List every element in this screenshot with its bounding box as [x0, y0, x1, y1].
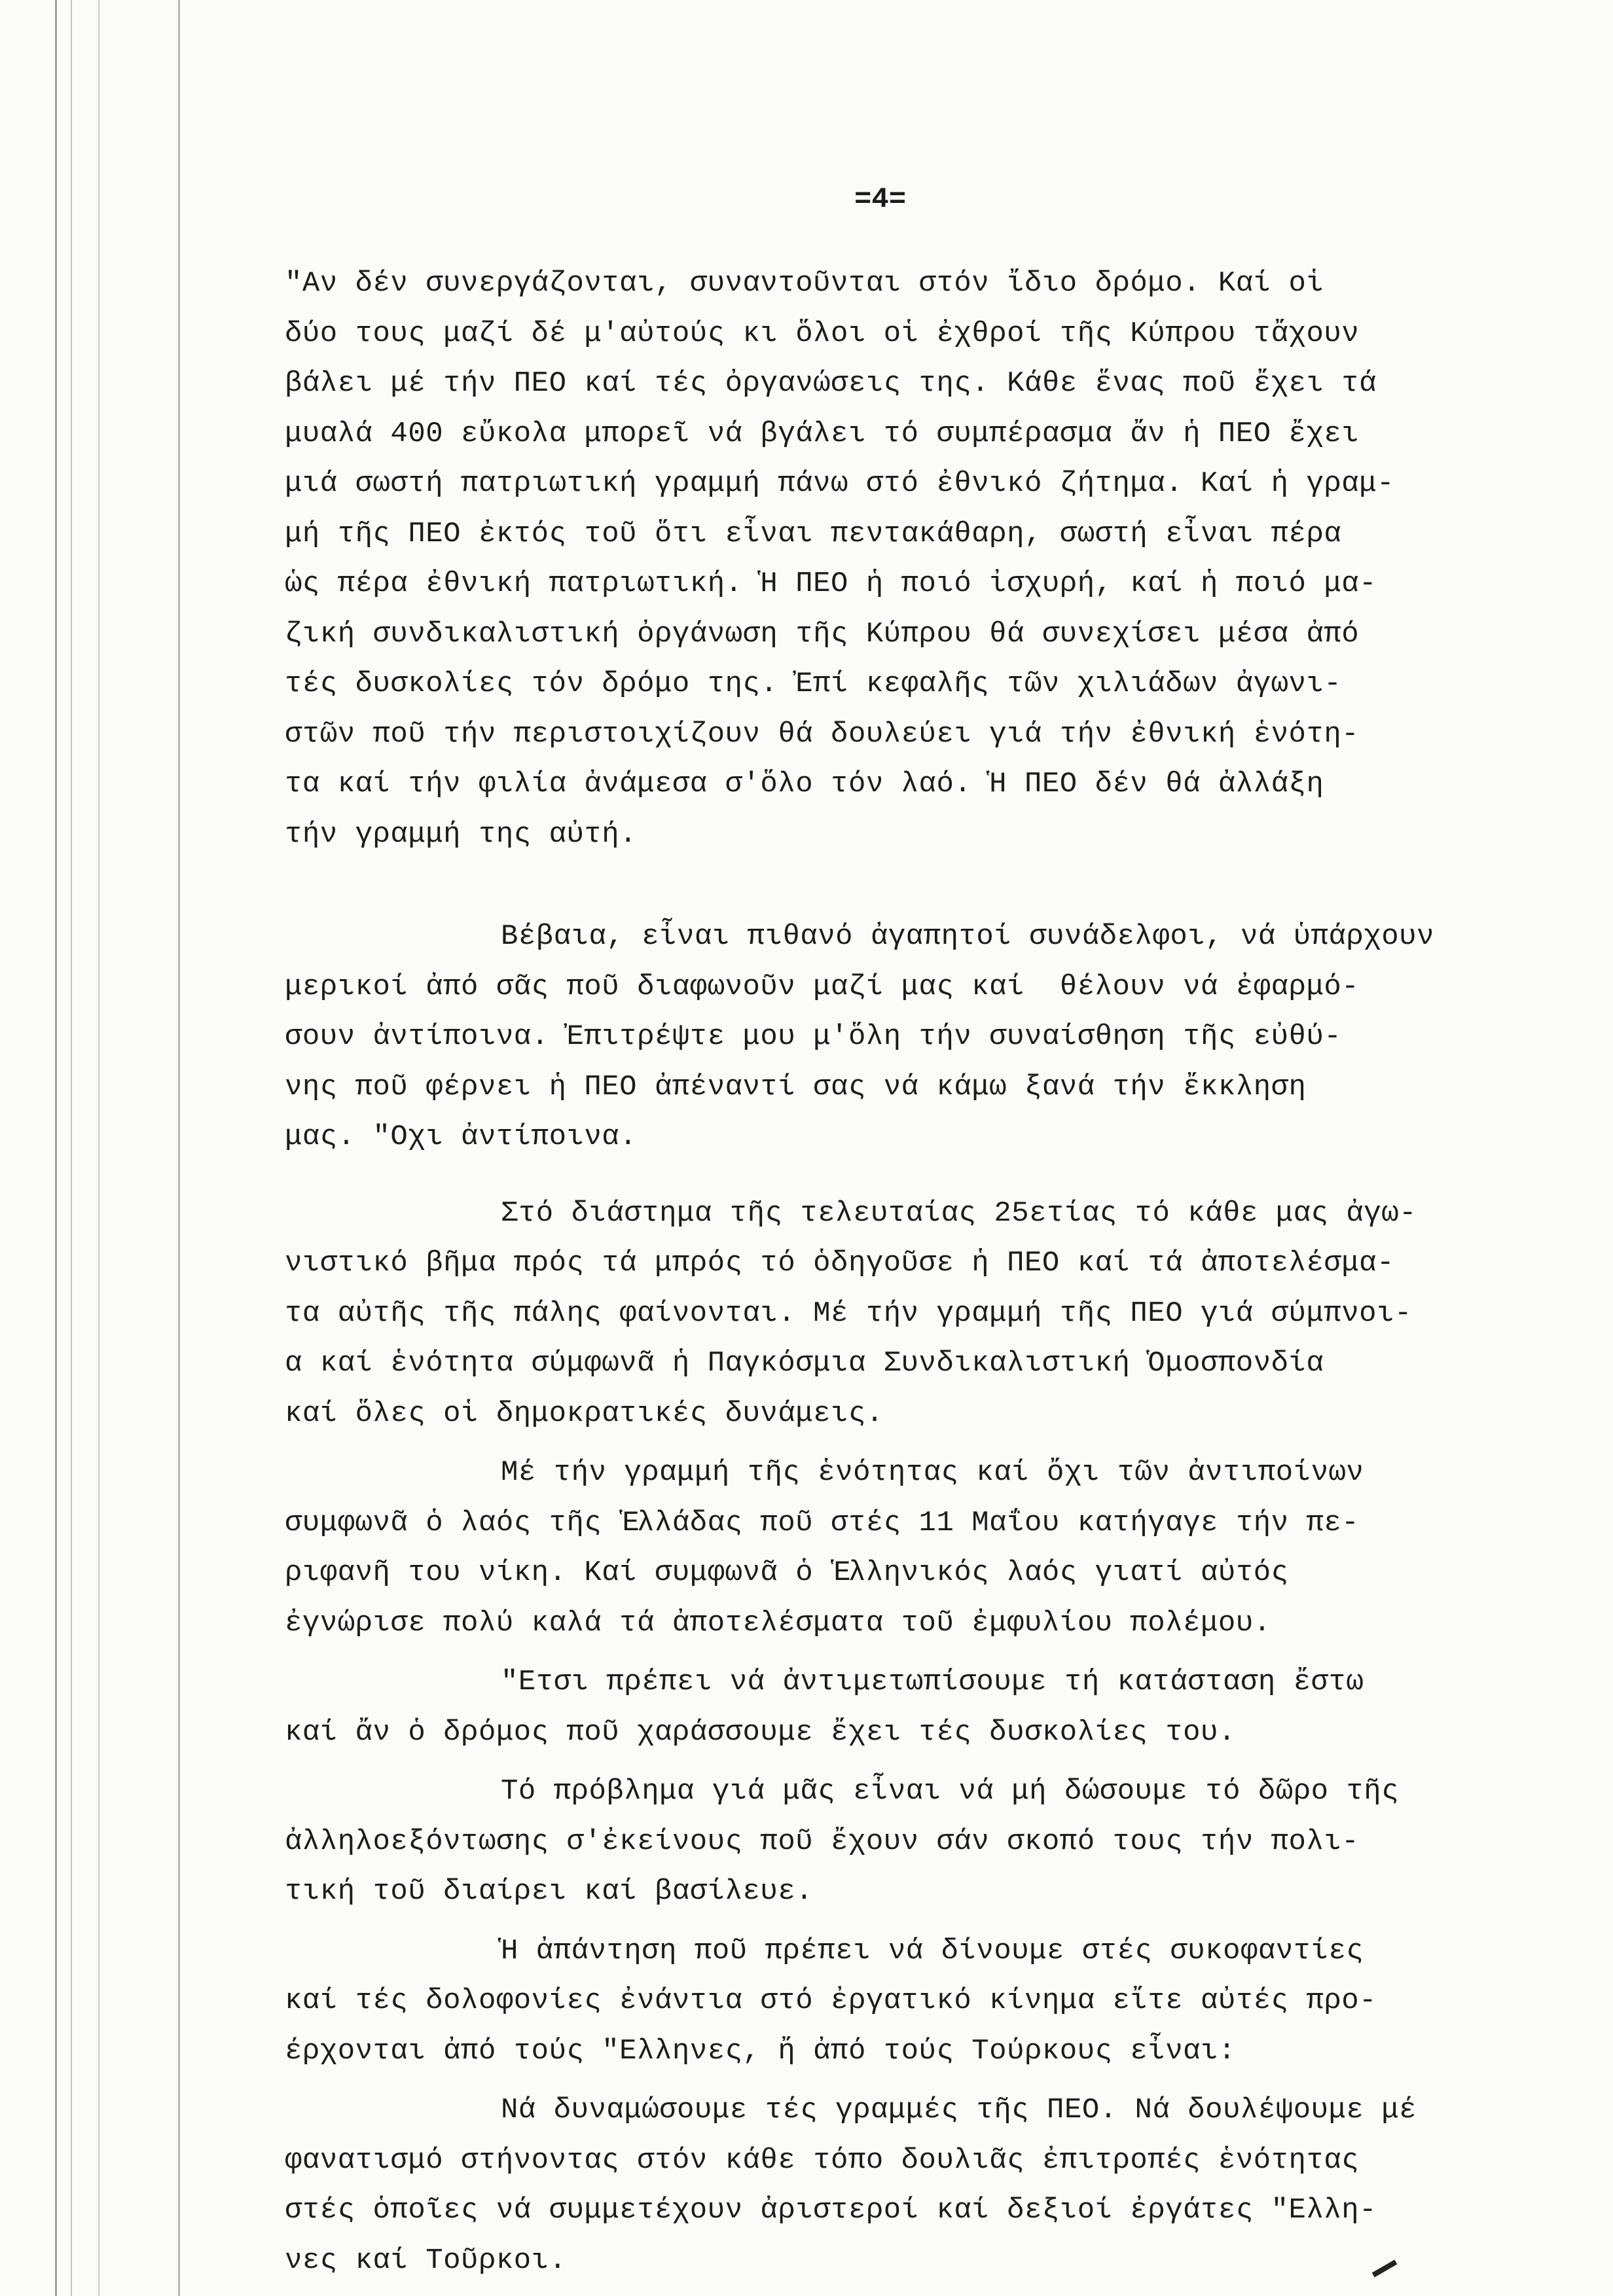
paragraph: [285, 912, 1565, 1162]
text-line: Μέ τήν γραμμή τῆς ἑνότητας καί ὄχι τῶν ἀντιποίνων: [501, 1456, 1364, 1489]
text-line: δύο τους μαζί δέ μ'αὐτούς κι ὅλοι οἱ ἐχθροί τῆς Κύπρου τἄχουν: [285, 317, 1360, 350]
text-line: καί ὅλες οἱ δημοκρατικές δυνάμεις.: [285, 1397, 884, 1430]
text-line: Νά δυναμώσουμε τές γραμμές τῆς ΠΕΟ. Νά δουλέψουμε μέ: [501, 2094, 1417, 2126]
text-line: α καί ἑνότητα σύμφωνᾶ ἡ Παγκόσμια Συνδικαλιστική Ὁμοσπονδία: [285, 1347, 1324, 1380]
document-body: [285, 259, 1565, 2286]
text-line: στές ὁποῖες νά συμμετέχουν ἀριστεροί καί δεξιοί ἐργάτες "Ελλη-: [285, 2194, 1377, 2227]
text-line: τική τοῦ διαίρει καί βασίλευε.: [285, 1875, 814, 1908]
text-line: νιστικό βῆμα πρός τά μπρός τό ὁδηγοῦσε ἡ ΠΕΟ καί τά ἀποτελέσμα-: [285, 1247, 1394, 1280]
paragraph: [285, 1767, 1565, 1917]
paragraph: [285, 1448, 1565, 1648]
text-line: Στό διάστημα τῆς τελευταίας 25ετίας τό κάθε μας ἀγω-: [501, 1196, 1417, 1230]
text-line: έρχονται ἀπό τούς "Ελληνες, ἤ ἀπό τούς Τούρκους εἶναι:: [285, 2034, 1236, 2068]
text-line: μερικοί ἀπό σᾶς ποῦ διαφωνοῦν μαζί μας καί θέλουν νά ἐφαρμό-: [285, 970, 1360, 1003]
text-line: καί τές δολοφονίες ἐνάντια στό ἐργατικό κίνημα εἴτε αὐτές προ-: [285, 1984, 1377, 2017]
text-line: τα καί τήν φιλία ἀνάμεσα σ'ὅλο τόν λαό. Ἡ ΠΕΟ δέν θά ἀλλάξη: [285, 768, 1324, 800]
paragraph: [285, 259, 1565, 859]
paragraph: [285, 1189, 1565, 1439]
paragraph: [285, 1926, 1565, 2077]
text-line: τα αὐτῆς τῆς πάλης φαίνονται. Μέ τήν γραμμή τῆς ΠΕΟ γιά σύμπνοι-: [285, 1297, 1412, 1330]
scan-edge-line: [178, 0, 180, 2296]
text-line: σουν ἀντίποινα. Ἐπιτρέψτε μου μ'ὅλη τήν συναίσθηση τῆς εὐθύ-: [285, 1020, 1342, 1053]
text-line: Βέβαια, εἶναι πιθανό ἀγαπητοί συνάδελφοι, νά ὑπάρχουν: [501, 920, 1434, 953]
paragraph: [285, 1657, 1565, 1757]
scan-edge-line: [55, 0, 57, 2296]
page-number: =4=: [854, 183, 907, 216]
text-line: ἐγνώρισε πολύ καλά τά ἀποτελέσματα τοῦ ἐμφυλίου πολέμου.: [285, 1606, 1271, 1640]
text-line: ὡς πέρα ἐθνική πατριωτική. Ἡ ΠΕΟ ἡ ποιό ἰσχυρή, καί ἡ ποιό μα-: [285, 567, 1377, 600]
text-line: μιά σωστή πατριωτική γραμμή πάνω στό ἐθνικό ζήτημα. Καί ἡ γραμ-: [285, 467, 1394, 500]
text-line: ἀλληλοεξόντωσης σ'ἐκείνους ποῦ ἔχουν σάν σκοπό τους τήν πολι-: [285, 1825, 1360, 1858]
text-line: νης ποῦ φέρνει ἡ ΠΕΟ ἀπέναντί σας νά κάμω ξανά τήν ἔκκληση: [285, 1070, 1307, 1103]
text-line: ζική συνδικαλιστική ὀργάνωση τῆς Κύπρου θά συνεχίσει μέσα ἀπό: [285, 617, 1360, 651]
text-line: "Ετσι πρέπει νά ἀντιμετωπίσουμε τή κατάσταση ἔστω: [501, 1666, 1364, 1698]
text-line: Τό πρόβλημα γιά μᾶς εἶναι νά μή δώσουμε τό δῶρο τῆς: [501, 1775, 1400, 1808]
text-line: νες καί Τοῦρκοι.: [285, 2244, 567, 2277]
text-line: τήν γραμμή της αὐτή.: [285, 817, 638, 851]
paragraph: [285, 2085, 1565, 2286]
text-line: βάλει μέ τήν ΠΕΟ καί τές ὀργανώσεις της. Κάθε ἕνας ποῦ ἔχει τά: [285, 367, 1377, 400]
text-line: μυαλά 400 εὔκολα μπορεῖ νά βγάλει τό συμπέρασμα ἄν ἡ ΠΕΟ ἔχει: [285, 417, 1360, 450]
text-line: καί ἄν ὁ δρόμος ποῦ χαράσσουμε ἔχει τές δυσκολίες του.: [285, 1715, 1236, 1749]
text-line: Ἡ ἀπάντηση ποῦ πρέπει νά δίνουμε στές συκοφαντίες: [501, 1934, 1364, 1967]
scan-edge-line: [71, 0, 72, 2296]
scan-edge-line: [98, 0, 100, 2296]
text-line: συμφωνᾶ ὁ λαός τῆς Ἑλλάδας ποῦ στές 11 Μαΐου κατήγαγε τήν πε-: [285, 1506, 1360, 1539]
text-line: μας. "Οχι ἀντίποινα.: [285, 1121, 638, 1153]
text-line: φανατισμό στήνοντας στόν κάθε τόπο δουλιᾶς ἐπιτροπές ἑνότητας: [285, 2144, 1360, 2177]
text-line: μή τῆς ΠΕΟ ἐκτός τοῦ ὅτι εἶναι πεντακάθαρη, σωστή εἶναι πέρα: [285, 517, 1342, 550]
text-line: τές δυσκολίες τόν δρόμο της. Ἐπί κεφαλῆς τῶν χιλιάδων ἀγωνι-: [285, 668, 1342, 700]
text-line: ριφανῆ του νίκη. Καί συμφωνᾶ ὁ Ἑλληνικός λαός γιατί αὐτός: [285, 1556, 1289, 1589]
text-line: στῶν ποῦ τήν περιστοιχίζουν θά δουλεύει γιά τήν ἐθνική ἑνότη-: [285, 717, 1360, 751]
text-line: "Αν δέν συνεργάζονται, συναντοῦνται στόν ἴδιο δρόμο. Καί οἱ: [285, 267, 1324, 300]
